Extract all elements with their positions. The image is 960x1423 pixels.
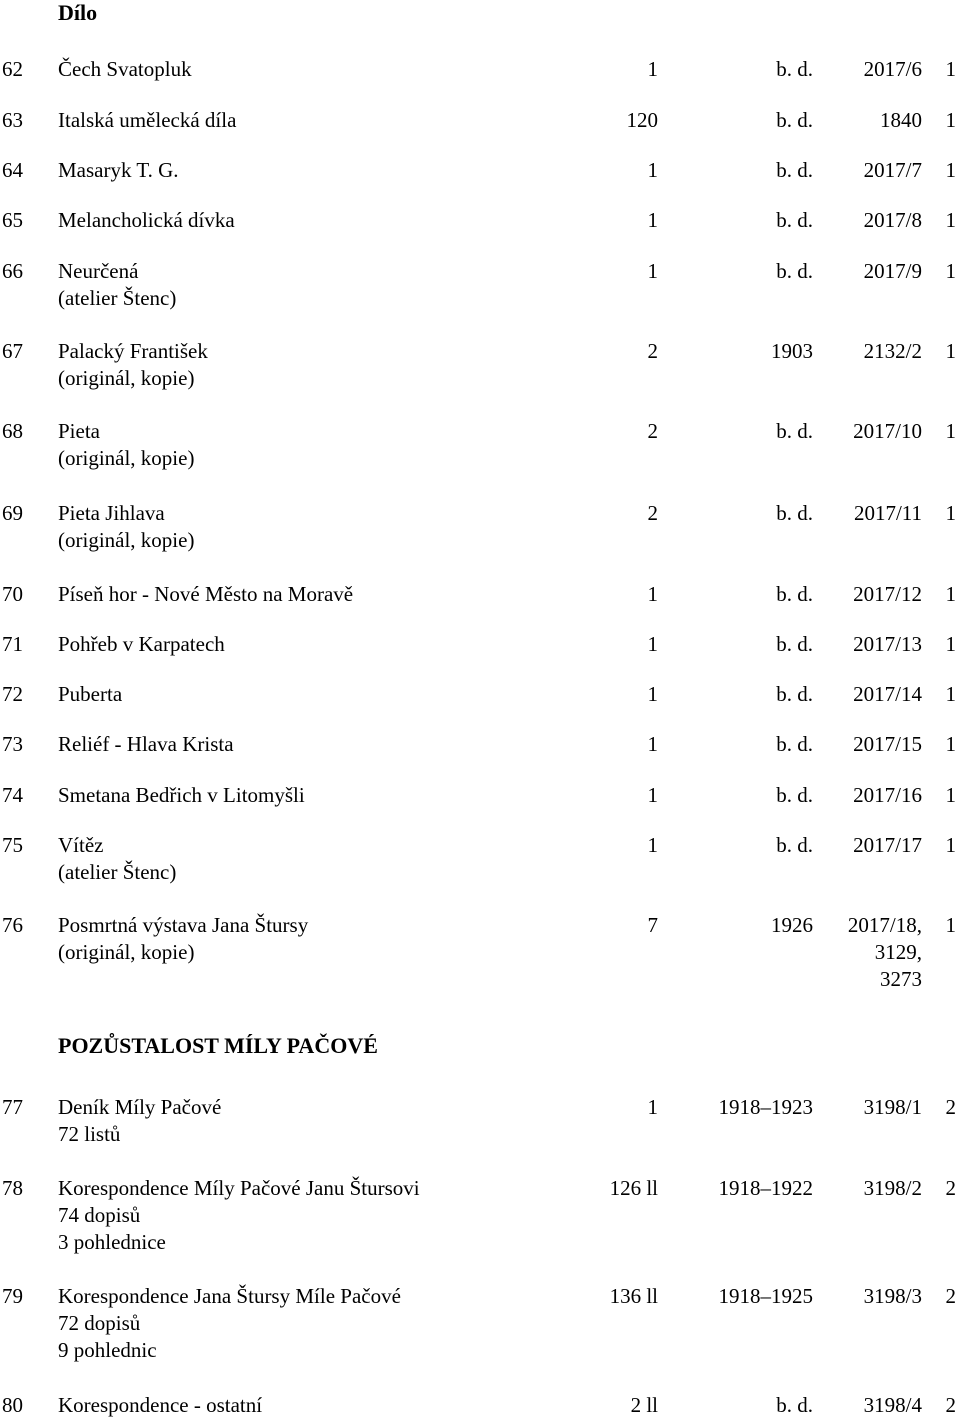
row-inventory-number-line: 3198/1 xyxy=(863,1095,922,1119)
row-box: 2 xyxy=(945,1176,956,1200)
row-title-line: Korespondence - ostatní xyxy=(58,1393,263,1417)
row-title-line: Korespondence Míly Pačové Janu Štursovi xyxy=(58,1176,420,1200)
row-number: 70 xyxy=(2,582,23,606)
row-date: 1926 xyxy=(771,913,813,937)
row-count: 1 xyxy=(647,732,658,756)
row-inventory-number xyxy=(864,207,922,234)
row-title xyxy=(58,418,578,472)
row-date: b. d. xyxy=(776,732,813,756)
row-number: 69 xyxy=(2,501,23,525)
row-box: 1 xyxy=(945,632,956,656)
row-date: b. d. xyxy=(776,57,813,81)
row-count: 1 xyxy=(647,158,658,182)
row-count: 2 xyxy=(647,501,658,525)
row-title-line: (atelier Štenc) xyxy=(58,286,177,310)
row-title xyxy=(58,631,578,658)
row-inventory-number xyxy=(864,157,922,184)
row-inventory-number-line: 3198/2 xyxy=(863,1176,922,1200)
row-number: 71 xyxy=(2,632,23,656)
row-box: 1 xyxy=(945,259,956,283)
row-title-line: Melancholická dívka xyxy=(58,208,235,232)
row-inventory-number xyxy=(864,258,922,285)
row-title xyxy=(58,912,578,966)
row-date: 1918–1923 xyxy=(718,1095,813,1119)
row-title-line: Italská umělecká díla xyxy=(58,108,237,132)
row-number: 80 xyxy=(2,1393,23,1417)
row-date: 1903 xyxy=(771,339,813,363)
row-title-line: 72 dopisů xyxy=(58,1311,141,1335)
row-title xyxy=(58,56,578,83)
row-box: 1 xyxy=(945,913,956,937)
row-date: b. d. xyxy=(776,259,813,283)
row-inventory-number xyxy=(853,782,922,809)
row-number: 65 xyxy=(2,208,23,232)
row-count: 1 xyxy=(647,783,658,807)
row-inventory-number-line: 3273 xyxy=(880,967,922,991)
row-count: 7 xyxy=(647,913,658,937)
row-number: 74 xyxy=(2,783,23,807)
row-title-line: (originál, kopie) xyxy=(58,446,195,470)
row-title-line: Palacký František xyxy=(58,339,208,363)
row-title-line: Pohřeb v Karpatech xyxy=(58,632,225,656)
row-inventory-number xyxy=(864,338,922,365)
row-title-line: Puberta xyxy=(58,682,123,706)
row-count: 1 xyxy=(647,259,658,283)
row-inventory-number xyxy=(854,500,922,527)
row-box: 1 xyxy=(945,501,956,525)
row-date: b. d. xyxy=(776,833,813,857)
row-box: 1 xyxy=(945,158,956,182)
row-count: 2 xyxy=(647,419,658,443)
row-title-line: Deník Míly Pačové xyxy=(58,1095,222,1119)
row-inventory-number-line: 3198/3 xyxy=(863,1284,922,1308)
row-box: 2 xyxy=(945,1284,956,1308)
row-box: 2 xyxy=(945,1393,956,1417)
row-count: 126 ll xyxy=(609,1176,658,1200)
row-box: 1 xyxy=(945,108,956,132)
row-inventory-number xyxy=(864,1175,922,1202)
row-inventory-number-line: 2017/18, xyxy=(847,913,922,937)
row-title xyxy=(58,832,578,886)
row-title-line: Masaryk T. G. xyxy=(58,158,179,182)
row-inventory-number-line: 2017/10 xyxy=(853,419,922,443)
row-title-line: Posmrtná výstava Jana Štursy xyxy=(58,913,309,937)
row-inventory-number-line: 2017/16 xyxy=(853,783,922,807)
row-date: b. d. xyxy=(776,1393,813,1417)
row-date: b. d. xyxy=(776,158,813,182)
row-title-line: Reliéf - Hlava Krista xyxy=(58,732,234,756)
row-count: 1 xyxy=(647,57,658,81)
row-title xyxy=(58,258,578,312)
row-number: 66 xyxy=(2,259,23,283)
row-inventory-number-line: 2017/12 xyxy=(853,582,922,606)
row-title xyxy=(58,782,578,809)
row-box: 1 xyxy=(945,582,956,606)
row-number: 75 xyxy=(2,833,23,857)
row-box: 1 xyxy=(945,208,956,232)
row-number: 78 xyxy=(2,1176,23,1200)
row-date: b. d. xyxy=(776,582,813,606)
row-number: 64 xyxy=(2,158,23,182)
row-inventory-number xyxy=(864,1392,922,1419)
row-inventory-number-line: 2017/8 xyxy=(863,208,922,232)
row-date: 1918–1925 xyxy=(718,1284,813,1308)
row-title-line: 9 pohlednic xyxy=(58,1338,157,1362)
row-inventory-number-line: 2017/7 xyxy=(863,158,922,182)
row-title-line: 72 listů xyxy=(58,1122,121,1146)
row-date: b. d. xyxy=(776,419,813,443)
row-title xyxy=(58,207,578,234)
row-inventory-number-line: 2132/2 xyxy=(863,339,922,363)
row-count: 1 xyxy=(647,1095,658,1119)
row-title-line: Pieta Jihlava xyxy=(58,501,165,525)
row-inventory-number xyxy=(880,107,922,134)
row-number: 68 xyxy=(2,419,23,443)
row-title-line: 3 pohlednice xyxy=(58,1230,166,1254)
row-number: 76 xyxy=(2,913,23,937)
row-title-line: Vítěz xyxy=(58,833,104,857)
row-title-line: (originál, kopie) xyxy=(58,528,195,552)
row-box: 1 xyxy=(945,682,956,706)
row-date: b. d. xyxy=(776,783,813,807)
row-title xyxy=(58,1283,578,1364)
row-count: 120 xyxy=(626,108,658,132)
row-title xyxy=(58,681,578,708)
row-box: 1 xyxy=(945,57,956,81)
row-count: 2 ll xyxy=(630,1393,658,1417)
row-inventory-number-line: 2017/13 xyxy=(853,632,922,656)
row-title xyxy=(58,500,578,554)
row-number: 77 xyxy=(2,1095,23,1119)
row-inventory-number xyxy=(853,832,922,859)
row-title-line: (originál, kopie) xyxy=(58,940,195,964)
row-inventory-number xyxy=(853,631,922,658)
row-inventory-number xyxy=(853,731,922,758)
row-number: 67 xyxy=(2,339,23,363)
row-date: b. d. xyxy=(776,208,813,232)
row-number: 62 xyxy=(2,57,23,81)
row-number: 63 xyxy=(2,108,23,132)
row-box: 1 xyxy=(945,833,956,857)
row-box: 2 xyxy=(945,1095,956,1119)
row-inventory-number-line: 2017/17 xyxy=(853,833,922,857)
row-count: 1 xyxy=(647,582,658,606)
row-date: b. d. xyxy=(776,632,813,656)
row-title xyxy=(58,581,578,608)
row-title xyxy=(58,1392,578,1419)
row-inventory-number-line: 3129, xyxy=(874,940,922,964)
row-box: 1 xyxy=(945,732,956,756)
row-date: 1918–1922 xyxy=(718,1176,813,1200)
row-box: 1 xyxy=(945,783,956,807)
row-box: 1 xyxy=(945,419,956,443)
row-title-line: Čech Svatopluk xyxy=(58,57,192,81)
row-inventory-number xyxy=(853,581,922,608)
row-inventory-number xyxy=(853,418,922,445)
row-inventory-number xyxy=(864,1283,922,1310)
section-heading-dilo: Dílo xyxy=(58,0,98,25)
row-title-line: 74 dopisů xyxy=(58,1203,141,1227)
row-date: b. d. xyxy=(776,682,813,706)
row-title xyxy=(58,107,578,134)
row-title-line: Korespondence Jana Štursy Míle Pačové xyxy=(58,1284,401,1308)
row-count: 2 xyxy=(647,339,658,363)
row-title xyxy=(58,1094,578,1148)
row-date: b. d. xyxy=(776,108,813,132)
row-box: 1 xyxy=(945,339,956,363)
row-title-line: Smetana Bedřich v Litomyšli xyxy=(58,783,305,807)
row-title xyxy=(58,1175,578,1256)
row-number: 72 xyxy=(2,682,23,706)
section-heading-pozustalost: POZŮSTALOST MÍLY PAČOVÉ xyxy=(58,1033,378,1058)
row-inventory-number xyxy=(864,1094,922,1121)
row-count: 1 xyxy=(647,682,658,706)
row-inventory-number-line: 2017/15 xyxy=(853,732,922,756)
row-count: 1 xyxy=(647,833,658,857)
row-inventory-number-line: 2017/6 xyxy=(863,57,922,81)
row-inventory-number-line: 2017/9 xyxy=(863,259,922,283)
row-count: 1 xyxy=(647,632,658,656)
row-inventory-number-line: 1840 xyxy=(880,108,922,132)
row-title-line: Pieta xyxy=(58,419,100,443)
row-date: b. d. xyxy=(776,501,813,525)
row-count: 136 ll xyxy=(609,1284,658,1308)
row-inventory-number xyxy=(864,56,922,83)
row-inventory-number-line: 3198/4 xyxy=(863,1393,922,1417)
row-title xyxy=(58,731,578,758)
row-inventory-number-line: 2017/14 xyxy=(853,682,922,706)
row-number: 79 xyxy=(2,1284,23,1308)
row-title-line: Píseň hor - Nové Město na Moravě xyxy=(58,582,354,606)
row-count: 1 xyxy=(647,208,658,232)
row-inventory-number-line: 2017/11 xyxy=(853,501,922,525)
row-title xyxy=(58,338,578,392)
row-title xyxy=(58,157,578,184)
row-inventory-number xyxy=(848,912,922,993)
row-title-line: Neurčená xyxy=(58,259,139,283)
row-title-line: (originál, kopie) xyxy=(58,366,195,390)
row-number: 73 xyxy=(2,732,23,756)
row-inventory-number xyxy=(853,681,922,708)
row-title-line: (atelier Štenc) xyxy=(58,860,177,884)
